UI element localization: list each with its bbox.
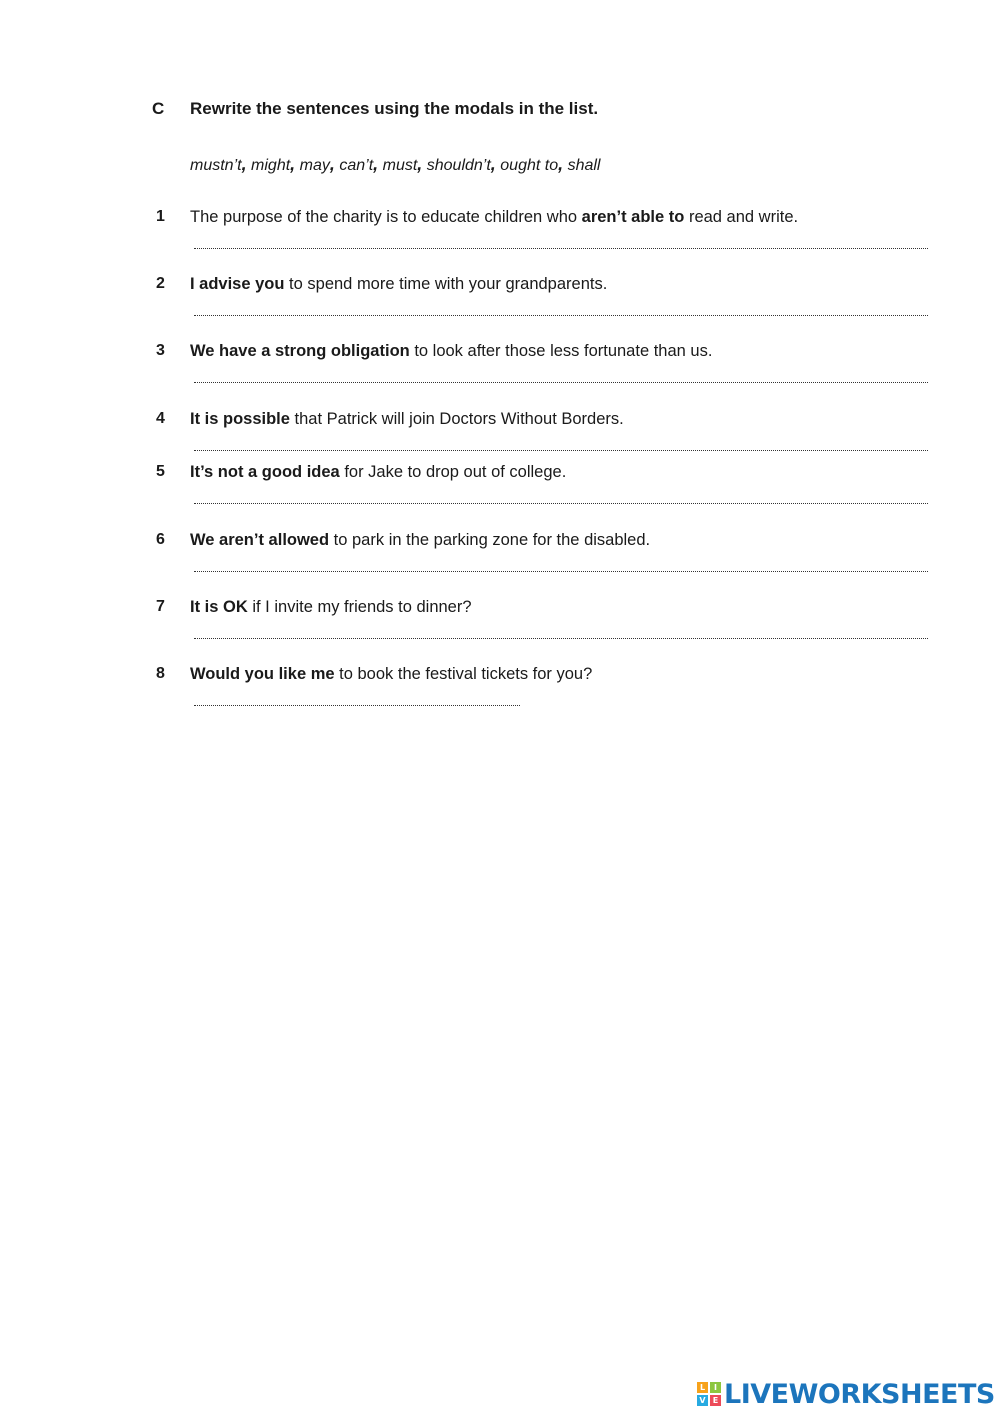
logo-text: LIVEWORKSHEETS: [724, 1378, 995, 1410]
item-number: 7: [156, 598, 165, 615]
section-instruction: Rewrite the sentences using the modals in the list.: [190, 99, 599, 118]
item-number: 5: [156, 463, 165, 480]
logo-icon: [697, 1382, 721, 1406]
logo-tile: I: [710, 1382, 721, 1393]
modal-word: must: [382, 157, 418, 174]
item-number: 1: [156, 208, 165, 225]
answer-line[interactable]: [194, 382, 928, 383]
sentence-text: for Jake to drop out of college.: [339, 463, 567, 481]
modal-word: shouldn’t: [426, 157, 491, 174]
logo-tile: E: [710, 1395, 721, 1406]
modal-separator: ,: [490, 154, 496, 174]
modal-word: can’t: [339, 157, 374, 174]
modal-separator: ,: [373, 154, 379, 174]
answer-line[interactable]: [194, 450, 928, 451]
modal-word: shall: [567, 157, 601, 174]
item-number: 8: [156, 665, 165, 682]
item-sentence: [190, 531, 650, 550]
sentence-bold-phrase: aren’t able to: [581, 208, 685, 226]
modal-word: ought to: [500, 157, 559, 174]
item-sentence: [190, 598, 472, 617]
modal-word-list: [190, 154, 600, 175]
section-letter: C: [152, 99, 165, 118]
sentence-text: to park in the parking zone for the disabled.: [329, 531, 651, 549]
sentence-text: to spend more time with your grandparents.: [284, 275, 608, 293]
modal-separator: ,: [417, 154, 423, 174]
sentence-bold-phrase: We have a strong obligation: [190, 342, 410, 360]
sentence-text: read and write.: [684, 208, 799, 226]
sentence-bold-phrase: It’s not a good idea: [190, 463, 340, 481]
modal-word: might: [251, 157, 291, 174]
logo-tile: L: [697, 1382, 708, 1393]
sentence-text: that Patrick will join Doctors Without Borders.: [289, 410, 624, 428]
modal-separator: ,: [241, 154, 247, 174]
answer-line[interactable]: [194, 638, 928, 639]
modal-separator: ,: [558, 154, 564, 174]
sentence-bold-phrase: We aren’t allowed: [190, 531, 330, 549]
item-sentence: [190, 342, 712, 361]
answer-line[interactable]: [194, 248, 928, 249]
item-number: 2: [156, 275, 165, 292]
item-number: 3: [156, 342, 165, 359]
sentence-text: to look after those less fortunate than us.: [409, 342, 713, 360]
answer-line[interactable]: [194, 503, 928, 504]
item-sentence: [190, 410, 624, 429]
logo-tile: V: [697, 1395, 708, 1406]
modal-word: may: [299, 157, 330, 174]
item-sentence: [190, 463, 566, 482]
sentence-text: to book the festival tickets for you?: [334, 665, 593, 683]
sentence-bold-phrase: Would you like me: [190, 665, 335, 683]
modal-separator: ,: [329, 154, 335, 174]
sentence-bold-phrase: It is possible: [190, 410, 290, 428]
answer-line[interactable]: [194, 705, 520, 706]
answer-line[interactable]: [194, 571, 928, 572]
sentence-text: if I invite my friends to dinner?: [247, 598, 472, 616]
answer-line[interactable]: [194, 315, 928, 316]
item-sentence: [190, 275, 607, 294]
sentence-bold-phrase: I advise you: [190, 275, 285, 293]
item-number: 6: [156, 531, 165, 548]
liveworksheets-logo[interactable]: [697, 1379, 995, 1409]
section-heading: [152, 99, 598, 119]
sentence-bold-phrase: It is OK: [190, 598, 248, 616]
item-number: 4: [156, 410, 165, 427]
modal-separator: ,: [290, 154, 296, 174]
item-sentence: [190, 665, 592, 684]
modal-word: mustn’t: [190, 157, 242, 174]
item-sentence: [190, 208, 798, 227]
sentence-text: The purpose of the charity is to educate children who: [190, 208, 582, 226]
